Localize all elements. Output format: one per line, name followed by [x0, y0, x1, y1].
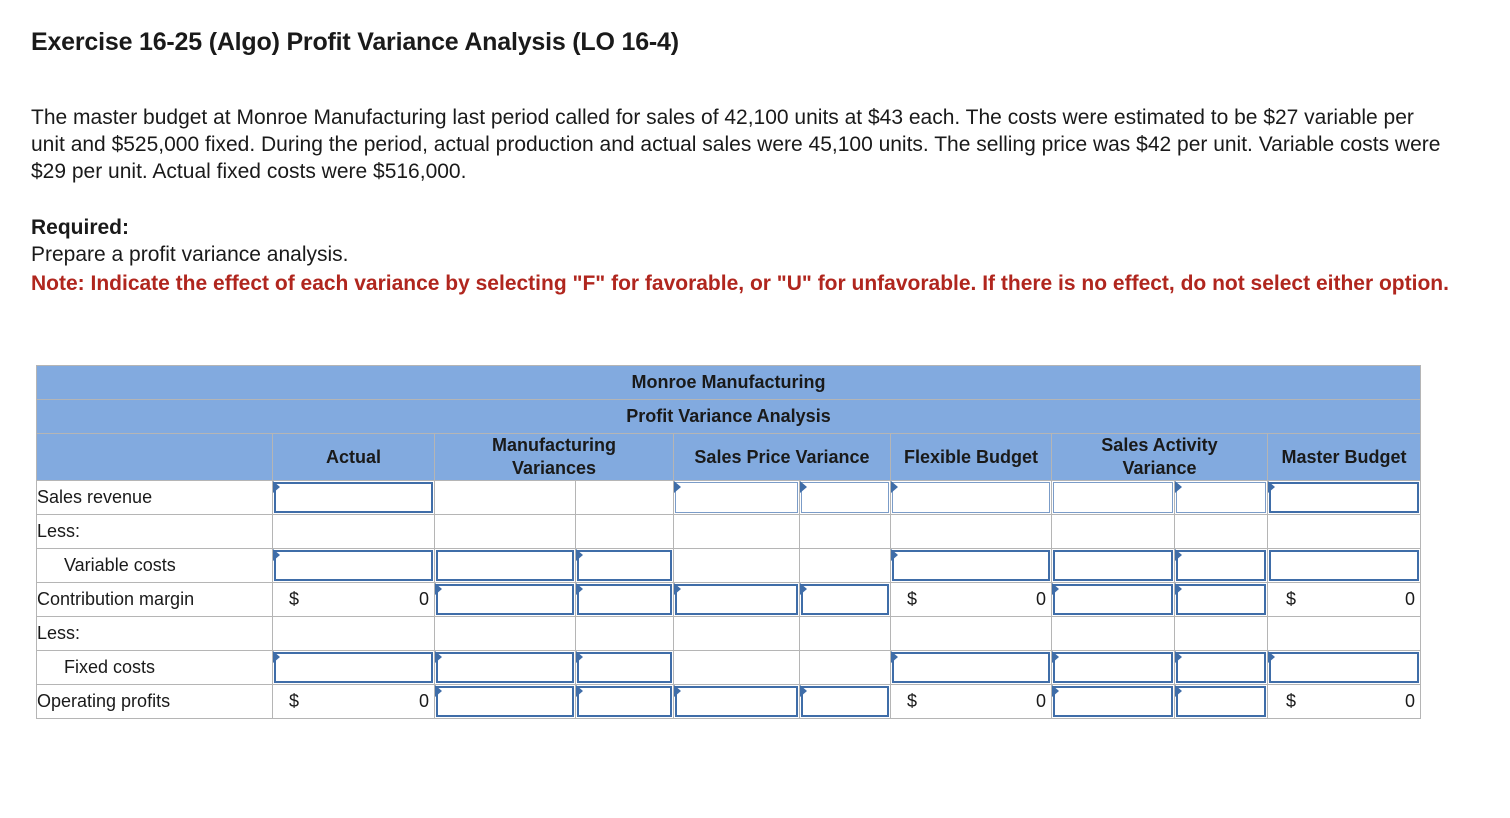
fixed-costs-mfg-variance-input[interactable] [435, 651, 576, 685]
dropdown-marker-icon [891, 549, 898, 561]
empty-cell [891, 617, 1052, 651]
row-label-sales-revenue: Sales revenue [37, 481, 273, 515]
dropdown-marker-icon [891, 651, 898, 663]
cm-price-variance-fu-select[interactable] [800, 583, 891, 617]
cm-activity-variance-fu-select[interactable] [1175, 583, 1268, 617]
currency-symbol: $ [907, 691, 918, 711]
sales-revenue-master-input[interactable] [1268, 481, 1421, 515]
dropdown-marker-icon [273, 651, 280, 663]
col-header-master-budget: Master Budget [1268, 434, 1421, 481]
dropdown-marker-icon [576, 651, 583, 663]
dropdown-marker-icon [1052, 583, 1059, 595]
profit-variance-table [36, 365, 1421, 719]
table-subtitle: Profit Variance Analysis [37, 400, 1421, 434]
empty-cell [273, 617, 435, 651]
variable-costs-flexible-input[interactable] [891, 549, 1052, 583]
cm-activity-variance-input[interactable] [1052, 583, 1175, 617]
op-activity-variance-fu-select[interactable] [1175, 685, 1268, 719]
currency-symbol: $ [1286, 691, 1297, 711]
dropdown-marker-icon [1175, 685, 1182, 697]
empty-cell [1268, 515, 1421, 549]
dropdown-marker-icon [1052, 651, 1059, 663]
empty-cell [435, 617, 576, 651]
dropdown-marker-icon [576, 685, 583, 697]
empty-cell [674, 617, 800, 651]
dropdown-marker-icon [273, 549, 280, 561]
row-label-contribution-margin: Contribution margin [37, 583, 273, 617]
dropdown-marker-icon [800, 685, 807, 697]
empty-cell [891, 515, 1052, 549]
empty-cell [674, 515, 800, 549]
cm-flexible-value: 0 [1035, 589, 1046, 609]
cm-mfg-variance-input[interactable] [435, 583, 576, 617]
row-label-fixed-costs: Fixed costs [37, 651, 273, 685]
operating-profits-master-value [1268, 685, 1421, 719]
op-price-variance-fu-select[interactable] [800, 685, 891, 719]
currency-symbol: $ [289, 589, 300, 609]
col-header-sales-activity-variance: Sales Activity Variance [1052, 434, 1268, 481]
sales-revenue-price-variance-fu-select[interactable] [800, 481, 891, 515]
sales-revenue-actual-input[interactable] [273, 481, 435, 515]
empty-cell [800, 549, 891, 583]
empty-cell [674, 651, 800, 685]
variable-costs-actual-input[interactable] [273, 549, 435, 583]
empty-cell [1052, 617, 1175, 651]
op-master-value: 0 [1404, 691, 1415, 711]
dropdown-marker-icon [800, 583, 807, 595]
empty-cell [800, 515, 891, 549]
empty-cell [674, 549, 800, 583]
cm-master-value: 0 [1404, 589, 1415, 609]
col-header-flexible-budget: Flexible Budget [891, 434, 1052, 481]
dropdown-marker-icon [1175, 651, 1182, 663]
dropdown-marker-icon [435, 651, 442, 663]
fixed-costs-mfg-variance-fu-select[interactable] [576, 651, 674, 685]
dropdown-marker-icon [674, 583, 681, 595]
empty-cell [800, 617, 891, 651]
currency-symbol: $ [289, 691, 300, 711]
dropdown-marker-icon [1268, 481, 1275, 493]
row-label-variable-costs: Variable costs [37, 549, 273, 583]
sales-revenue-flexible-input[interactable] [891, 481, 1052, 515]
cm-mfg-variance-fu-select[interactable] [576, 583, 674, 617]
blank-header [37, 434, 273, 481]
contribution-margin-master-value [1268, 583, 1421, 617]
dropdown-marker-icon [1175, 481, 1182, 493]
empty-cell [800, 651, 891, 685]
dropdown-marker-icon [1052, 685, 1059, 697]
fixed-costs-flexible-input[interactable] [891, 651, 1052, 685]
contribution-margin-actual-value [273, 583, 435, 617]
op-price-variance-input[interactable] [674, 685, 800, 719]
required-text: Prepare a profit variance analysis. [31, 243, 349, 266]
empty-cell [576, 515, 674, 549]
empty-cell [1175, 617, 1268, 651]
dropdown-marker-icon [1175, 549, 1182, 561]
dropdown-marker-icon [435, 583, 442, 595]
op-mfg-variance-input[interactable] [435, 685, 576, 719]
fixed-costs-master-input[interactable] [1268, 651, 1421, 685]
op-mfg-variance-fu-select[interactable] [576, 685, 674, 719]
variable-costs-mfg-variance-input[interactable] [435, 549, 576, 583]
fixed-costs-activity-variance-fu-select[interactable] [1175, 651, 1268, 685]
dropdown-marker-icon [576, 549, 583, 561]
dropdown-marker-icon [273, 481, 280, 493]
op-activity-variance-input[interactable] [1052, 685, 1175, 719]
company-name: Monroe Manufacturing [37, 366, 1421, 400]
empty-cell [1052, 515, 1175, 549]
variable-costs-activity-variance-input[interactable] [1052, 549, 1175, 583]
col-header-sales-price-variance: Sales Price Variance [674, 434, 891, 481]
sales-revenue-activity-variance-input[interactable] [1052, 481, 1175, 515]
empty-cell [576, 481, 674, 515]
col-header-manufacturing-variances: Manufacturing Variances [435, 434, 674, 481]
op-actual-value: 0 [418, 691, 429, 711]
currency-symbol: $ [907, 589, 918, 609]
dropdown-marker-icon [891, 481, 898, 493]
variable-costs-activity-variance-fu-select[interactable] [1175, 549, 1268, 583]
fixed-costs-activity-variance-input[interactable] [1052, 651, 1175, 685]
empty-cell [1268, 617, 1421, 651]
instruction-note: Note: Indicate the effect of each variance by selecting "F" for favorable, or "U" for unfavorable. If there is no effect, do not select either option. [31, 272, 1449, 295]
variable-costs-mfg-variance-fu-select[interactable] [576, 549, 674, 583]
contribution-margin-flexible-value [891, 583, 1052, 617]
exercise-title: Exercise 16-25 (Algo) Profit Variance Analysis (LO 16-4) [31, 28, 679, 56]
dropdown-marker-icon [576, 583, 583, 595]
dropdown-marker-icon [674, 481, 681, 493]
cm-price-variance-input[interactable] [674, 583, 800, 617]
empty-cell [576, 617, 674, 651]
problem-paragraph: The master budget at Monroe Manufacturing last period called for sales of 42,100 units at $43 each. The costs were estimated to be $27 variable per unit and $525,000 fixed. During the period, actual production and actual sales were 45,100 units. The selling price was $42 per unit. Variable costs were $29 per unit. Actual fixed costs were $516,000. [31, 106, 1441, 183]
empty-cell [1175, 515, 1268, 549]
row-label-less: Less: [37, 617, 273, 651]
col-header-actual: Actual [273, 434, 435, 481]
fixed-costs-actual-input[interactable] [273, 651, 435, 685]
dropdown-marker-icon [435, 685, 442, 697]
sales-revenue-activity-variance-fu-select[interactable] [1175, 481, 1268, 515]
row-label-operating-profits: Operating profits [37, 685, 273, 719]
sales-revenue-price-variance-input[interactable] [674, 481, 800, 515]
cm-actual-value: 0 [418, 589, 429, 609]
variable-costs-master-input[interactable] [1268, 549, 1421, 583]
dropdown-marker-icon [1268, 651, 1275, 663]
operating-profits-actual-value [273, 685, 435, 719]
operating-profits-flexible-value [891, 685, 1052, 719]
dropdown-marker-icon [674, 685, 681, 697]
empty-cell [273, 515, 435, 549]
row-label-less: Less: [37, 515, 273, 549]
empty-cell [435, 481, 576, 515]
dropdown-marker-icon [1175, 583, 1182, 595]
required-heading: Required: [31, 216, 130, 239]
currency-symbol: $ [1286, 589, 1297, 609]
empty-cell [435, 515, 576, 549]
op-flexible-value: 0 [1035, 691, 1046, 711]
dropdown-marker-icon [800, 481, 807, 493]
